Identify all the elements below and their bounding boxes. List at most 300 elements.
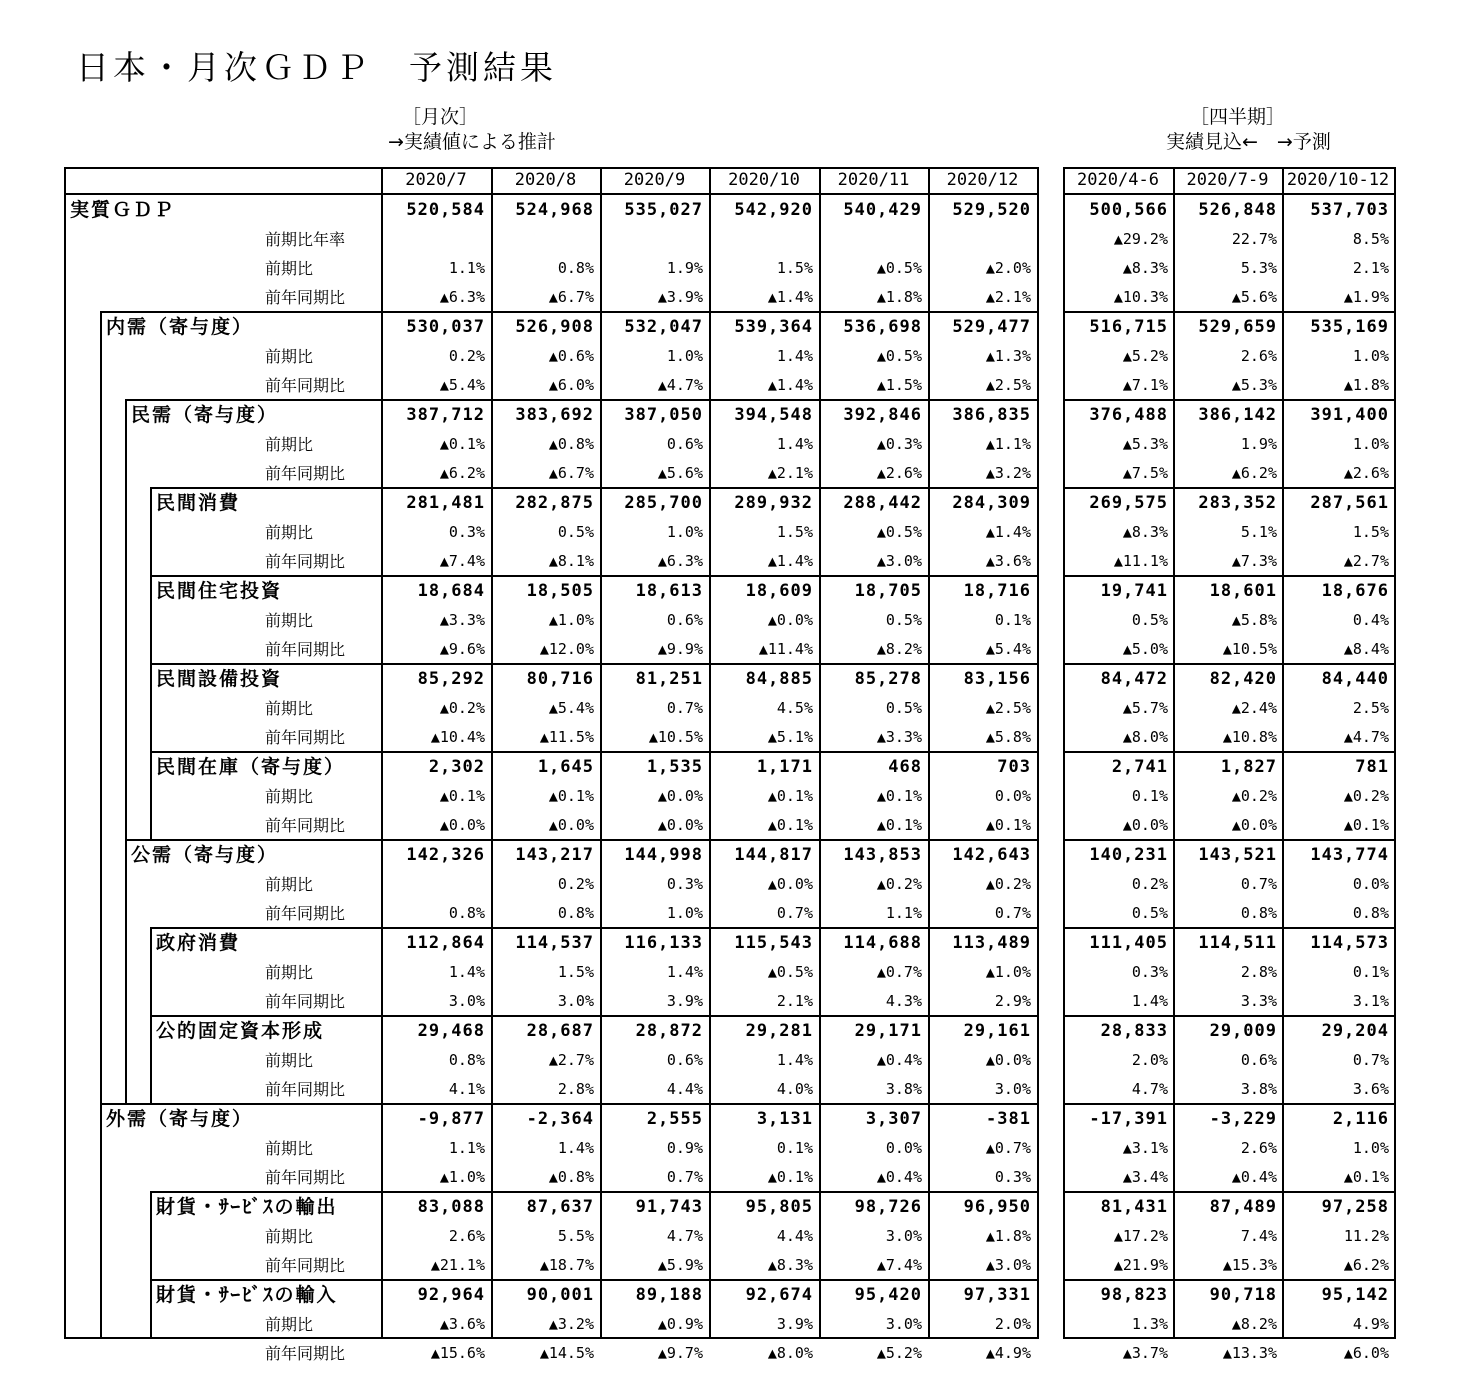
table-cell: 18,505 (526, 581, 594, 601)
table-cell: ▲0.0% (657, 787, 703, 805)
table-cell: -2,364 (526, 1109, 594, 1129)
table-cell: ▲15.6% (430, 1344, 485, 1362)
sub-row-label: 前年同期比 (265, 1344, 346, 1363)
table-cell: 468 (888, 757, 922, 777)
row-label: 財貨・ｻｰﾋﾞｽの輸出 (156, 1196, 338, 1218)
table-cell: 394,548 (734, 405, 813, 425)
table-cell: ▲3.6% (985, 552, 1031, 570)
table-cell (819, 225, 922, 254)
table-cell: 2,302 (428, 757, 485, 777)
section-divider (1063, 1103, 1396, 1105)
table-cell: 0.6% (1240, 1051, 1277, 1069)
table-cell: ▲0.7% (985, 1139, 1031, 1157)
table-cell: 90,001 (526, 1285, 594, 1305)
table-cell: 3.6% (1352, 1080, 1389, 1098)
table-cell: ▲5.4% (548, 699, 594, 717)
table-cell: ▲0.9% (657, 1315, 703, 1333)
table-cell: 2,555 (646, 1109, 703, 1129)
table-cell: 539,364 (734, 317, 813, 337)
table-cell: ▲3.0% (876, 552, 922, 570)
table-cell: ▲9.9% (657, 640, 703, 658)
table-cell: 781 (1355, 757, 1389, 777)
table-cell: ▲0.0% (1231, 816, 1277, 834)
table-cell: 376,488 (1089, 405, 1168, 425)
table-cell: 542,920 (734, 200, 813, 220)
table-cell: 0.2% (448, 347, 485, 365)
table-cell: ▲7.4% (876, 1256, 922, 1274)
table-cell: ▲0.1% (985, 816, 1031, 834)
table-cell: 532,047 (624, 317, 703, 337)
table-cell: 1.4% (666, 963, 703, 981)
table-cell: ▲1.4% (767, 376, 813, 394)
table-cell: 283,352 (1198, 493, 1277, 513)
table-cell: 1.4% (776, 347, 813, 365)
table-cell: 29,161 (963, 1021, 1031, 1041)
table-cell: 0.0% (1352, 875, 1389, 893)
table-cell: ▲0.5% (876, 523, 922, 541)
table-cell: ▲7.5% (1122, 464, 1168, 482)
table-cell: ▲6.3% (657, 552, 703, 570)
table-cell: 115,543 (734, 933, 813, 953)
table-cell: ▲5.4% (439, 376, 485, 394)
table-cell: 1.4% (1131, 992, 1168, 1010)
table-cell: 87,489 (1209, 1197, 1277, 1217)
table-cell: 7.4% (1240, 1227, 1277, 1245)
sub-row-label: 前期比年率 (265, 230, 346, 249)
column-header: 2020/10-12 (1286, 170, 1390, 190)
column-header: 2020/9 (623, 170, 686, 190)
sub-row-label: 前年同期比 (265, 288, 346, 307)
table-cell: ▲0.6% (548, 347, 594, 365)
table-cell: 4.4% (666, 1080, 703, 1098)
monthly-header-note: →実績値による推計 (388, 131, 556, 153)
sub-row-label: 前年同期比 (265, 992, 346, 1011)
table-cell: 2.6% (1240, 347, 1277, 365)
sub-row-label: 前年同期比 (265, 1080, 346, 1099)
section-divider (125, 839, 1039, 841)
table-cell: ▲6.2% (1231, 464, 1277, 482)
table-cell: 89,188 (635, 1285, 703, 1305)
table-cell: ▲5.3% (1231, 376, 1277, 394)
table-cell: ▲2.0% (985, 259, 1031, 277)
table-cell: ▲0.5% (876, 347, 922, 365)
table-cell: 387,050 (624, 405, 703, 425)
table-cell: ▲0.2% (439, 699, 485, 717)
table-cell: 98,823 (1100, 1285, 1168, 1305)
table-cell: 83,156 (963, 669, 1031, 689)
table-cell: 82,420 (1209, 669, 1277, 689)
table-cell: 0.5% (1131, 904, 1168, 922)
sub-row-label: 前期比 (265, 963, 314, 982)
table-cell: 1.0% (1352, 1139, 1389, 1157)
table-cell: 95,142 (1321, 1285, 1389, 1305)
table-cell: 285,700 (624, 493, 703, 513)
table-cell: 144,817 (734, 845, 813, 865)
table-cell: ▲0.1% (548, 787, 594, 805)
table-cell: ▲0.3% (876, 435, 922, 453)
table-cell: 29,009 (1209, 1021, 1277, 1041)
table-cell: ▲0.1% (1343, 816, 1389, 834)
table-cell: ▲0.8% (548, 1168, 594, 1186)
table-cell: 95,805 (745, 1197, 813, 1217)
sub-row-label: 前期比 (265, 523, 314, 542)
section-divider (150, 663, 1039, 665)
table-cell: ▲10.5% (648, 728, 703, 746)
table-cell: 112,864 (406, 933, 485, 953)
column-header: 2020/4-6 (1077, 170, 1159, 190)
table-cell: ▲1.0% (985, 963, 1031, 981)
table-cell: ▲21.1% (430, 1256, 485, 1274)
table-cell: 284,309 (952, 493, 1031, 513)
table-cell: 282,875 (515, 493, 594, 513)
table-cell: 0.8% (448, 1051, 485, 1069)
table-cell: 0.7% (776, 904, 813, 922)
table-cell: 113,489 (952, 933, 1031, 953)
table-cell: ▲3.2% (985, 464, 1031, 482)
table-cell: 2,116 (1332, 1109, 1389, 1129)
table-cell: 0.7% (1240, 875, 1277, 893)
table-cell: ▲1.1% (985, 435, 1031, 453)
table-cell: ▲0.1% (767, 816, 813, 834)
table-cell: 1.4% (776, 1051, 813, 1069)
table-cell: 1,171 (756, 757, 813, 777)
table-cell: 3.0% (557, 992, 594, 1010)
table-cell: 536,698 (843, 317, 922, 337)
table-cell: 535,169 (1310, 317, 1389, 337)
monthly-header-label: ［月次］ (402, 106, 479, 128)
table-cell: 143,217 (515, 845, 594, 865)
table-cell: ▲5.6% (1231, 288, 1277, 306)
table-cell: ▲18.7% (539, 1256, 594, 1274)
table-cell: ▲15.3% (1222, 1256, 1277, 1274)
table-cell: 1.4% (448, 963, 485, 981)
sub-row-label: 前年同期比 (265, 1168, 346, 1187)
table-cell: ▲6.0% (548, 376, 594, 394)
table-cell: 269,575 (1089, 493, 1168, 513)
table-cell: 4.3% (885, 992, 922, 1010)
table-cell: 1.0% (1352, 347, 1389, 365)
column-header: 2020/7 (405, 170, 467, 190)
table-cell: 4.7% (1131, 1080, 1168, 1098)
section-divider (1063, 1015, 1396, 1017)
table-cell: ▲2.1% (985, 288, 1031, 306)
table-cell: 28,687 (526, 1021, 594, 1041)
table-cell: 1.9% (666, 259, 703, 277)
hierarchy-line (150, 1192, 152, 1339)
table-cell: 3.9% (666, 992, 703, 1010)
sub-row-label: 前年同期比 (265, 464, 346, 483)
table-cell (381, 225, 485, 254)
table-cell: 0.3% (448, 523, 485, 541)
table-cell: ▲8.2% (1231, 1315, 1277, 1333)
table-cell: 530,037 (406, 317, 485, 337)
table-cell: 0.7% (666, 699, 703, 717)
table-cell: 4.5% (776, 699, 813, 717)
sub-row-label: 前期比 (265, 699, 314, 718)
table-cell: 383,692 (515, 405, 594, 425)
table-cell: ▲6.3% (439, 288, 485, 306)
table-cell: ▲4.9% (985, 1344, 1031, 1362)
table-cell: 0.7% (666, 1168, 703, 1186)
column-header: 2020/7-9 (1186, 170, 1269, 190)
section-divider (1063, 487, 1396, 489)
table-cell: 96,950 (963, 1197, 1031, 1217)
table-cell: 98,726 (854, 1197, 922, 1217)
table-cell: 0.8% (1352, 904, 1389, 922)
table-cell: 1,535 (646, 757, 703, 777)
table-cell: 1.4% (776, 435, 813, 453)
table-cell: 3.0% (885, 1227, 922, 1245)
table-cell: 0.8% (557, 904, 594, 922)
table-cell: 1.0% (666, 523, 703, 541)
table-cell: 114,537 (515, 933, 594, 953)
table-cell: ▲14.5% (539, 1344, 594, 1362)
table-cell: 28,872 (635, 1021, 703, 1041)
table-cell (381, 870, 485, 899)
table-cell: 1,645 (537, 757, 594, 777)
table-cell: ▲2.1% (767, 464, 813, 482)
table-cell: 524,968 (515, 200, 594, 220)
section-divider (150, 927, 1039, 929)
table-cell: ▲5.8% (985, 728, 1031, 746)
table-cell: ▲0.2% (1343, 787, 1389, 805)
table-cell: 0.8% (557, 259, 594, 277)
table-cell: 289,932 (734, 493, 813, 513)
table-cell: ▲8.3% (767, 1256, 813, 1274)
table-cell: 5.5% (557, 1227, 594, 1245)
table-cell: -3,229 (1209, 1109, 1277, 1129)
table-cell: 0.3% (666, 875, 703, 893)
table-cell: 1.0% (666, 904, 703, 922)
table-cell: 2.1% (1352, 259, 1389, 277)
table-cell: 0.7% (994, 904, 1031, 922)
table-cell: ▲3.0% (985, 1256, 1031, 1274)
table-cell: ▲1.4% (767, 552, 813, 570)
table-cell: ▲0.2% (876, 875, 922, 893)
table-cell: 0.8% (1240, 904, 1277, 922)
table-cell: 0.1% (1352, 963, 1389, 981)
row-label: 民間消費 (156, 492, 241, 514)
sub-row-label: 前期比 (265, 611, 314, 630)
table-cell: 4.4% (776, 1227, 813, 1245)
table-cell: 526,908 (515, 317, 594, 337)
table-cell: 3.0% (994, 1080, 1031, 1098)
table-cell: 114,511 (1198, 933, 1277, 953)
table-cell: 535,027 (624, 200, 703, 220)
section-divider (150, 487, 1039, 489)
table-cell: 18,613 (635, 581, 703, 601)
table-cell: ▲0.1% (439, 787, 485, 805)
table-cell: 114,573 (1310, 933, 1389, 953)
table-cell: 92,964 (417, 1285, 485, 1305)
sub-row-label: 前期比 (265, 875, 314, 894)
table-cell: ▲0.5% (876, 259, 922, 277)
table-cell: 18,676 (1321, 581, 1389, 601)
table-cell: 391,400 (1310, 405, 1389, 425)
table-cell: ▲0.7% (876, 963, 922, 981)
table-cell: ▲2.5% (985, 376, 1031, 394)
section-divider (150, 751, 1039, 753)
row-label: 財貨・ｻｰﾋﾞｽの輸入 (156, 1284, 338, 1306)
table-cell: ▲5.7% (1122, 699, 1168, 717)
table-cell: ▲1.0% (439, 1168, 485, 1186)
row-label: 実質ＧＤＰ (70, 199, 176, 221)
table-cell: 529,659 (1198, 317, 1277, 337)
table-cell: 0.2% (557, 875, 594, 893)
table-cell: 537,703 (1310, 200, 1389, 220)
table-cell: 22.7% (1231, 230, 1277, 248)
table-cell (600, 225, 703, 254)
table-cell: 0.5% (885, 611, 922, 629)
section-divider (125, 399, 1039, 401)
column-header: 2020/8 (514, 170, 577, 190)
table-cell: 2.0% (994, 1315, 1031, 1333)
table-cell: ▲0.0% (1122, 816, 1168, 834)
table-cell: 140,231 (1089, 845, 1168, 865)
sub-row-label: 前期比 (265, 435, 314, 454)
table-cell: 92,674 (745, 1285, 813, 1305)
table-cell: 29,468 (417, 1021, 485, 1041)
table-cell: 0.1% (1131, 787, 1168, 805)
table-cell: 2.6% (1240, 1139, 1277, 1157)
sub-row-label: 前期比 (265, 347, 314, 366)
table-cell (709, 225, 813, 254)
table-cell: ▲5.9% (657, 1256, 703, 1274)
table-cell: 1.9% (1240, 435, 1277, 453)
table-cell: ▲4.7% (657, 376, 703, 394)
table-cell: 87,637 (526, 1197, 594, 1217)
table-cell: ▲5.4% (985, 640, 1031, 658)
table-cell: 84,440 (1321, 669, 1389, 689)
table-cell: ▲3.9% (657, 288, 703, 306)
row-label: 民間在庫（寄与度） (156, 756, 346, 778)
table-cell: ▲0.2% (985, 875, 1031, 893)
table-cell: ▲1.5% (876, 376, 922, 394)
table-cell: 4.0% (776, 1080, 813, 1098)
table-cell: 3.3% (1240, 992, 1277, 1010)
page-title: 日本・月次ＧＤＰ 予測結果 (76, 48, 557, 87)
table-cell: 84,885 (745, 669, 813, 689)
table-cell: ▲8.0% (767, 1344, 813, 1362)
section-divider (1063, 311, 1396, 313)
table-cell: 143,853 (843, 845, 922, 865)
table-cell: 143,521 (1198, 845, 1277, 865)
table-cell: 3,131 (756, 1109, 813, 1129)
table-cell: ▲8.0% (1122, 728, 1168, 746)
table-cell: 80,716 (526, 669, 594, 689)
sub-row-label: 前年同期比 (265, 816, 346, 835)
table-cell: 3.0% (885, 1315, 922, 1333)
table-cell: 529,477 (952, 317, 1031, 337)
table-cell: 0.9% (666, 1139, 703, 1157)
table-cell: 3.8% (885, 1080, 922, 1098)
row-label: 公需（寄与度） (131, 844, 279, 866)
table-cell: 1.5% (776, 259, 813, 277)
table-cell: 500,566 (1089, 200, 1168, 220)
section-divider (1063, 927, 1396, 929)
table-cell: -381 (986, 1109, 1031, 1129)
table-cell: 0.0% (994, 787, 1031, 805)
sub-row-label: 前年同期比 (265, 728, 346, 747)
section-divider (150, 1191, 1039, 1193)
table-cell: 5.1% (1240, 523, 1277, 541)
table-cell: 3.0% (448, 992, 485, 1010)
table-cell: 81,251 (635, 669, 703, 689)
table-cell: 2.5% (1352, 699, 1389, 717)
table-cell: ▲10.8% (1222, 728, 1277, 746)
table-cell: ▲10.3% (1113, 288, 1168, 306)
table-cell: 28,833 (1100, 1021, 1168, 1041)
table-cell: 1.0% (1352, 435, 1389, 453)
table-cell: ▲7.1% (1122, 376, 1168, 394)
table-cell: 287,561 (1310, 493, 1389, 513)
sub-row-label: 前年同期比 (265, 904, 346, 923)
table-cell: ▲5.3% (1122, 435, 1168, 453)
table-cell: 8.5% (1352, 230, 1389, 248)
table-cell: ▲3.7% (1122, 1344, 1168, 1362)
table-cell: -17,391 (1089, 1109, 1168, 1129)
section-divider (1063, 399, 1396, 401)
table-cell: 0.6% (666, 435, 703, 453)
quarterly-header-label: ［四半期］ (1190, 106, 1286, 128)
hierarchy-line (150, 488, 152, 840)
table-cell: 0.1% (994, 611, 1031, 629)
table-cell: ▲2.6% (1343, 464, 1389, 482)
table-cell: ▲7.4% (439, 552, 485, 570)
sub-row-label: 前年同期比 (265, 376, 346, 395)
table-cell: ▲5.0% (1122, 640, 1168, 658)
table-cell: 85,278 (854, 669, 922, 689)
table-cell: 84,472 (1100, 669, 1168, 689)
table-cell: 1.5% (1352, 523, 1389, 541)
table-cell: ▲1.8% (1343, 376, 1389, 394)
table-cell: 81,431 (1100, 1197, 1168, 1217)
table-cell: 18,684 (417, 581, 485, 601)
table-cell: ▲8.3% (1122, 523, 1168, 541)
table-cell: 1.4% (557, 1139, 594, 1157)
section-divider (1063, 575, 1396, 577)
table-cell: 91,743 (635, 1197, 703, 1217)
table-cell: ▲8.3% (1122, 259, 1168, 277)
section-divider (1063, 663, 1396, 665)
section-divider (1063, 1191, 1396, 1193)
table-cell: ▲0.0% (985, 1051, 1031, 1069)
table-cell: ▲0.0% (657, 816, 703, 834)
hierarchy-line (150, 928, 152, 1104)
section-divider (150, 575, 1039, 577)
table-cell: 3.8% (1240, 1080, 1277, 1098)
table-cell: 18,601 (1209, 581, 1277, 601)
table-cell: 526,848 (1198, 200, 1277, 220)
table-cell: 0.5% (885, 699, 922, 717)
table-cell: ▲3.3% (876, 728, 922, 746)
table-cell: ▲6.2% (439, 464, 485, 482)
quarterly-header-note: 実績見込← →予測 (1166, 131, 1331, 153)
table-cell: 520,584 (406, 200, 485, 220)
table-cell: 3,307 (865, 1109, 922, 1129)
table-cell: 0.5% (1131, 611, 1168, 629)
table-cell: 1.5% (776, 523, 813, 541)
sub-row-label: 前期比 (265, 787, 314, 806)
table-cell: ▲0.1% (1343, 1168, 1389, 1186)
table-cell: ▲1.8% (985, 1227, 1031, 1245)
column-header: 2020/11 (837, 170, 910, 190)
table-cell: 2.9% (994, 992, 1031, 1010)
table-cell: ▲1.9% (1343, 288, 1389, 306)
row-label: 外需（寄与度） (106, 1108, 254, 1130)
table-cell (491, 225, 594, 254)
table-cell: ▲11.4% (758, 640, 813, 658)
